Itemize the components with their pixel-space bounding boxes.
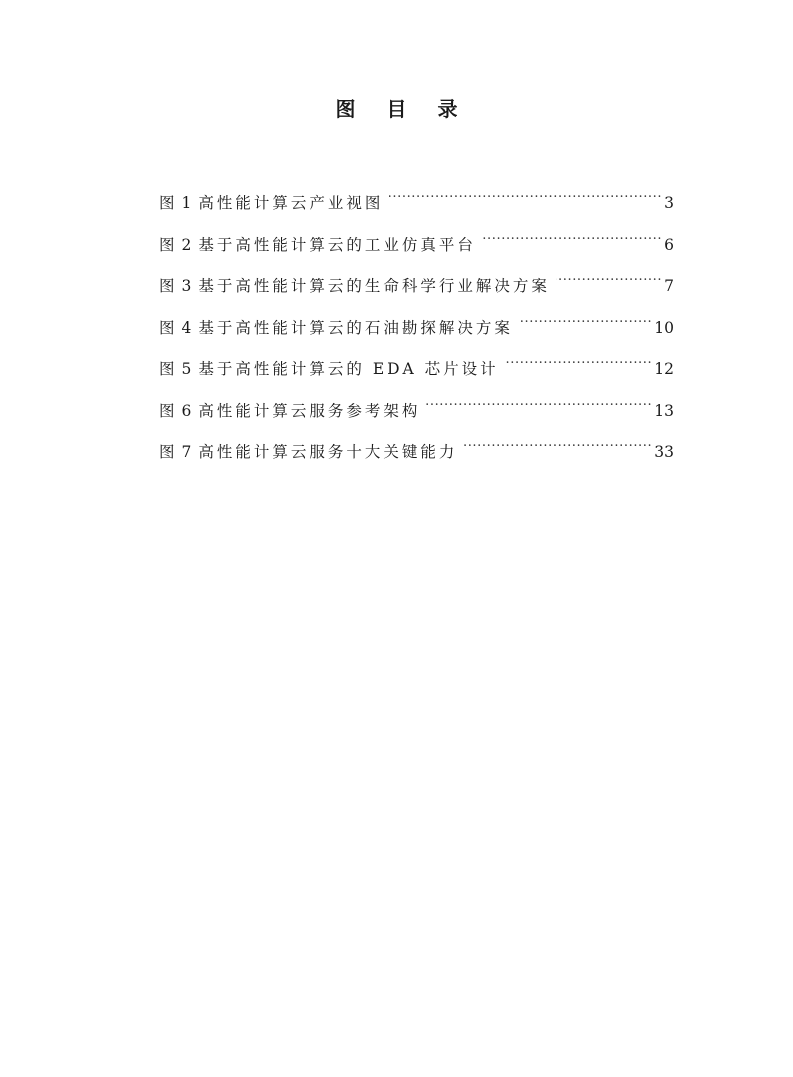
toc-page-number: 6 [664,235,674,254]
toc-prefix: 图 [159,401,178,420]
toc-entry[interactable] [159,230,674,272]
toc-leader-dots [482,230,662,250]
toc-entry[interactable] [159,271,674,313]
toc-caption: 基于高性能计算云的 EDA 芯片设计 [198,360,499,378]
toc-number: 6 [181,401,192,420]
toc-number: 1 [181,194,192,212]
toc-leader-dots [519,313,652,333]
toc-number: 2 [181,235,192,254]
toc-number: 4 [181,318,192,337]
toc-page-number: 7 [664,277,674,295]
toc-page-number: 10 [654,318,674,337]
toc-page-number: 33 [654,443,674,461]
toc-caption: 高性能计算云产业视图 [198,194,384,212]
toc-entry[interactable] [159,313,674,355]
toc-caption: 基于高性能计算云的工业仿真平台 [198,235,476,254]
toc-leader-dots [463,437,652,457]
toc-leader-dots [556,271,662,291]
toc-number: 5 [181,360,192,378]
toc-prefix: 图 [159,360,178,378]
toc-leader-dots [505,354,653,374]
figure-list [159,188,674,479]
toc-caption: 基于高性能计算云的生命科学行业解决方案 [198,277,550,295]
toc-caption: 基于高性能计算云的石油勘探解决方案 [198,318,513,337]
page-title: 图 目 录 [335,97,470,121]
toc-number: 3 [181,277,192,295]
toc-prefix: 图 [159,194,178,212]
toc-page-number: 12 [654,360,674,378]
toc-caption: 高性能计算云服务十大关键能力 [198,443,458,461]
toc-number: 7 [181,443,192,461]
toc-leader-dots [426,396,652,416]
toc-prefix: 图 [159,443,178,461]
toc-prefix: 图 [159,235,178,254]
toc-prefix: 图 [159,277,178,295]
toc-caption: 高性能计算云服务参考架构 [198,401,421,420]
toc-entry[interactable] [159,188,674,230]
toc-entry[interactable] [159,354,674,396]
toc-leader-dots [389,188,662,208]
toc-prefix: 图 [159,318,178,337]
toc-page-number: 3 [664,194,674,212]
toc-entry[interactable] [159,437,674,479]
toc-page-number: 13 [654,401,674,420]
toc-entry[interactable] [159,396,674,438]
